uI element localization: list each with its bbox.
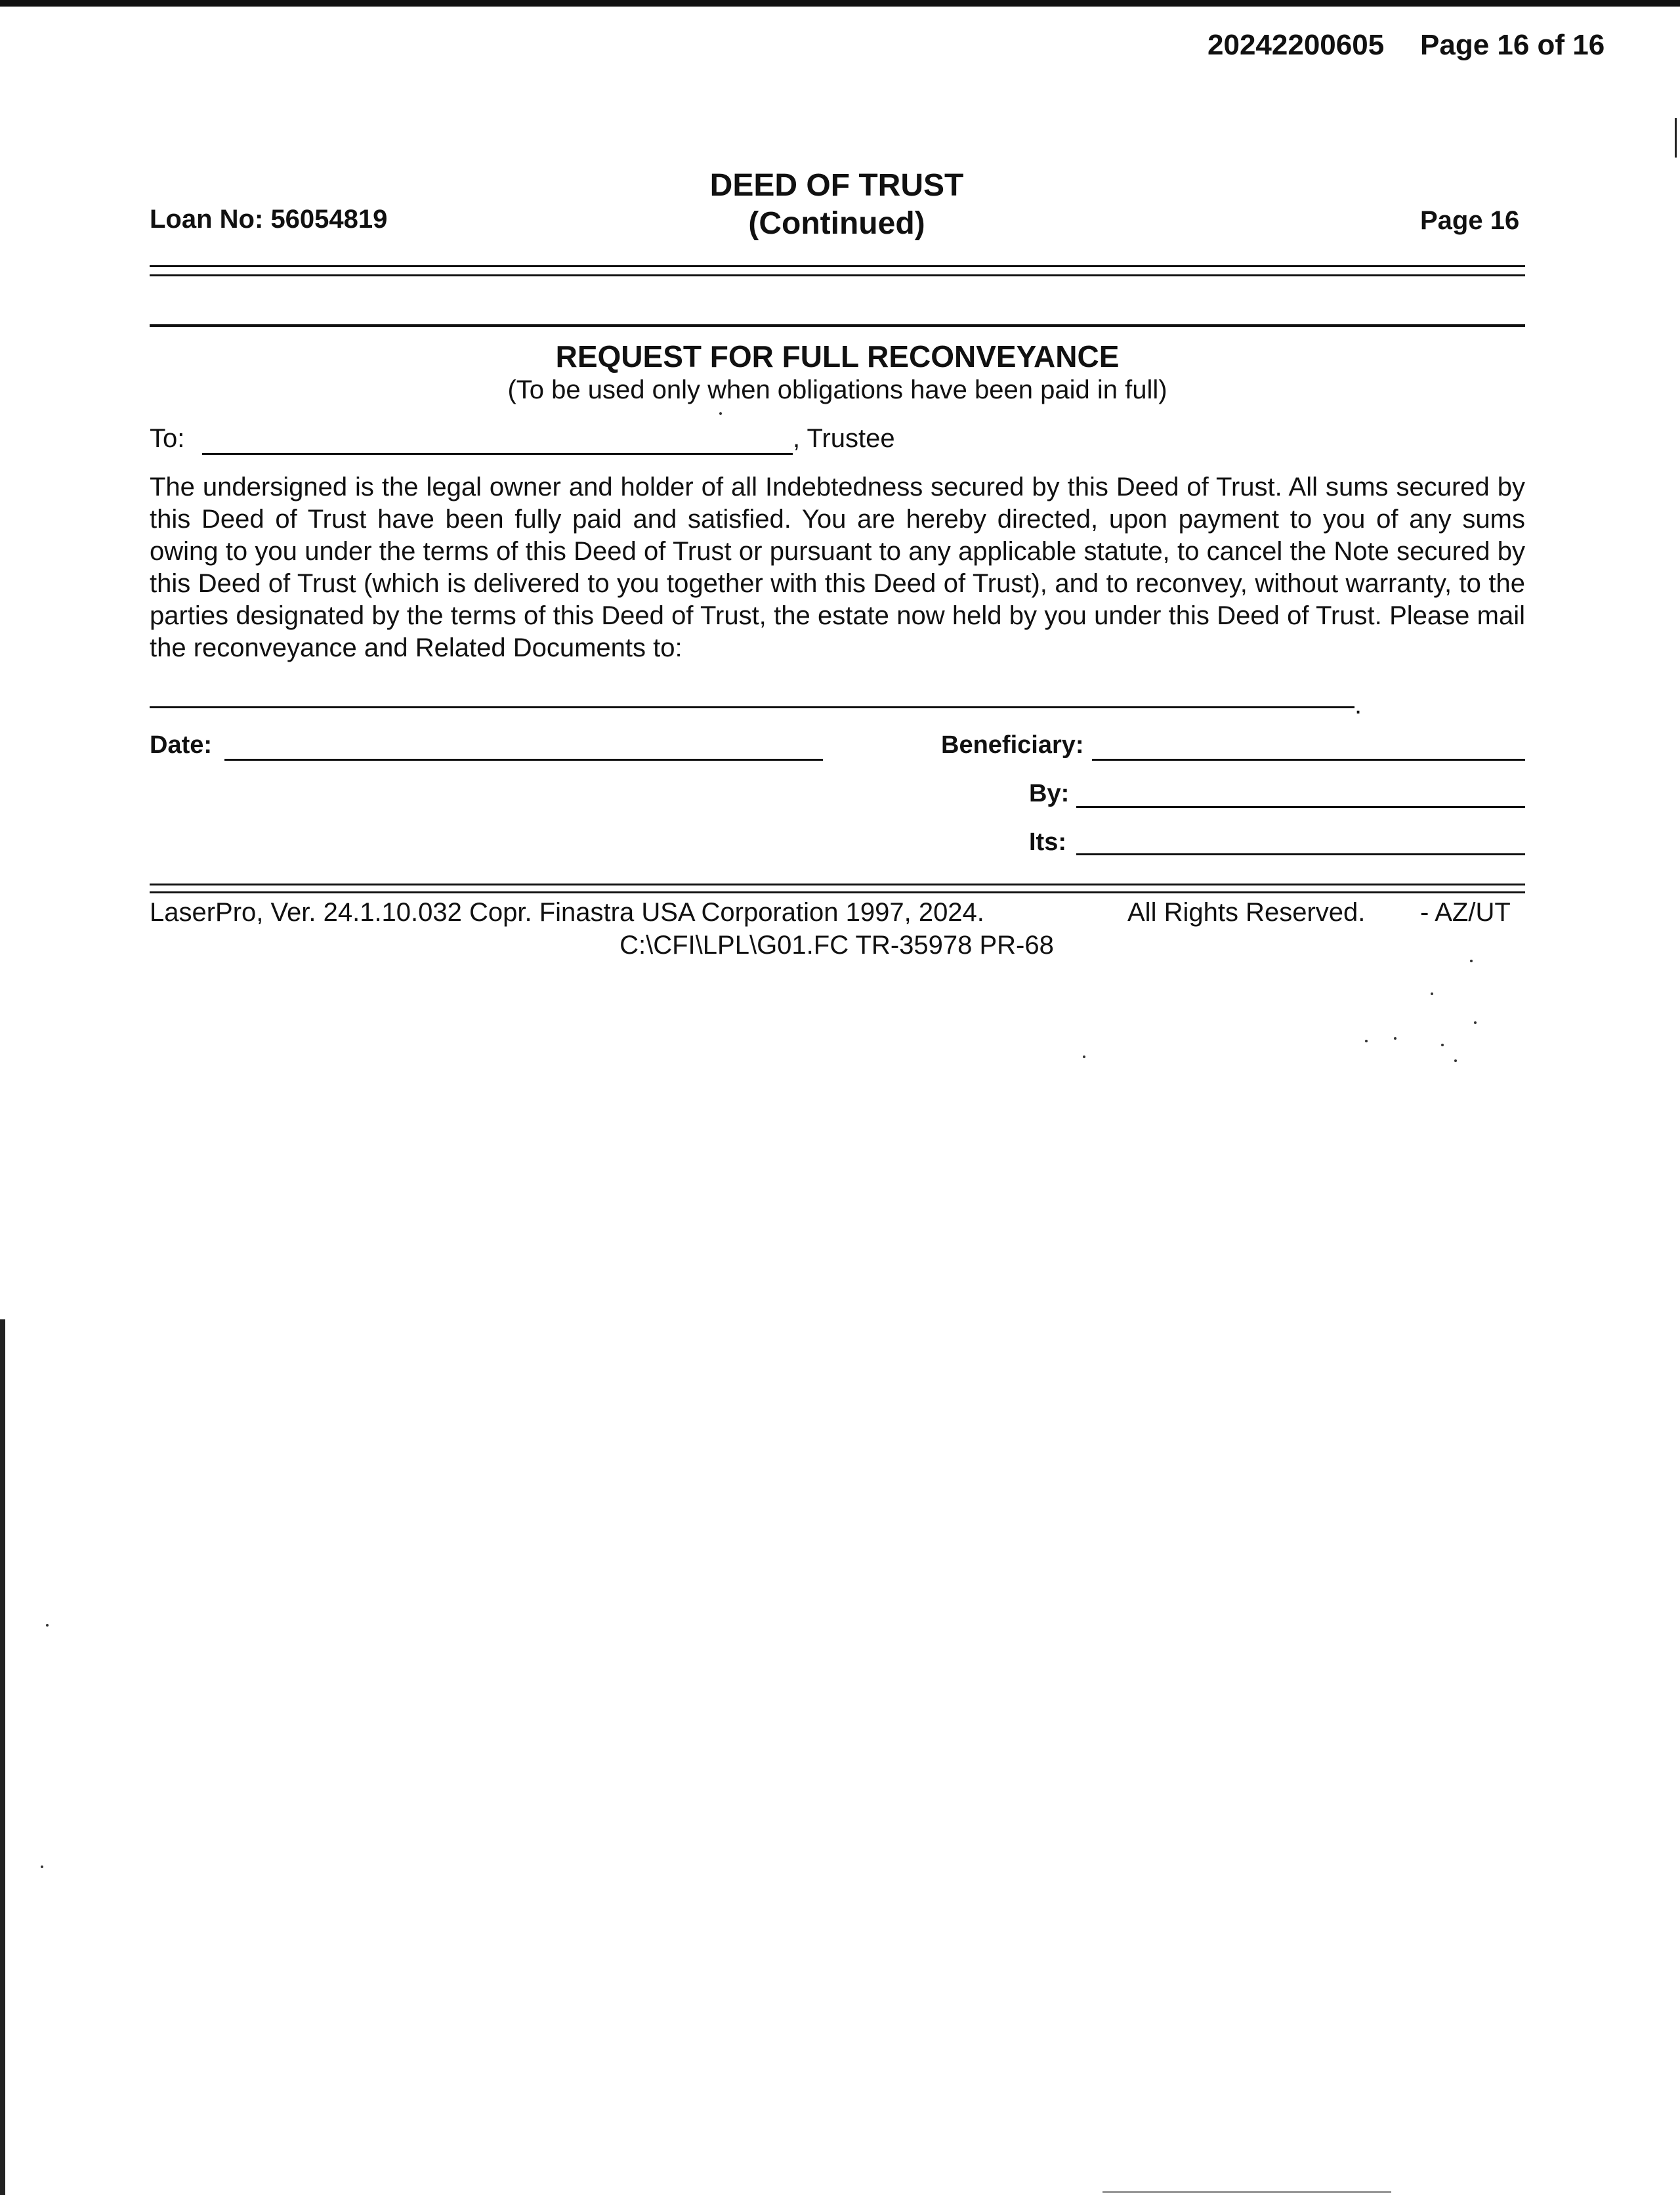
scan-speck: [1474, 1021, 1477, 1024]
scan-speck: [719, 412, 722, 415]
mailing-address-line[interactable]: [150, 706, 1354, 708]
scan-speck: [1394, 1037, 1396, 1040]
scan-speck: [1431, 992, 1433, 995]
scan-speck: [46, 1624, 49, 1627]
date-label: Date:: [150, 731, 213, 759]
header-rule-bottom: [150, 274, 1525, 276]
footer-rule-bottom: [150, 891, 1525, 893]
scan-right-edge: [1675, 118, 1677, 158]
footer-rights: All Rights Reserved.: [1127, 898, 1366, 927]
request-subtitle: (To be used only when obligations have been paid in full): [507, 375, 1167, 404]
date-line[interactable]: [224, 759, 823, 761]
its-line[interactable]: [1076, 853, 1525, 855]
by-label: By:: [1029, 780, 1070, 807]
scan-bottom-edge: [1102, 2191, 1391, 2193]
section-rule: [150, 324, 1525, 327]
scan-left-edge: [0, 1319, 5, 2195]
scan-speck: [1454, 1059, 1457, 1062]
trustee-name-line[interactable]: [202, 453, 793, 455]
beneficiary-line[interactable]: [1092, 759, 1525, 761]
page-number: Page 16: [1420, 206, 1520, 235]
footer-file-path: C:\CFI\LPL\G01.FC TR-35978 PR-68: [620, 931, 1054, 960]
footer-rule-top: [150, 884, 1525, 885]
title-line-1: DEED OF TRUST: [709, 168, 964, 203]
scan-speck: [1083, 1055, 1085, 1058]
by-line[interactable]: [1076, 806, 1525, 808]
loan-number: [150, 205, 387, 234]
footer-copyright: LaserPro, Ver. 24.1.10.032 Copr. Finastra USA Corporation 1997, 2024.: [150, 898, 984, 927]
footer-state: - AZ/UT: [1420, 898, 1511, 927]
request-body: [150, 471, 1525, 664]
to-label: To:: [150, 424, 185, 453]
request-title: REQUEST FOR FULL RECONVEYANCE: [555, 339, 1120, 373]
trustee-label: , Trustee: [793, 424, 895, 453]
scan-speck: [1441, 1044, 1444, 1046]
scan-speck: [41, 1865, 43, 1868]
header-rule-top: [150, 265, 1525, 267]
scan-speck: [1470, 960, 1473, 962]
title-line-2: (Continued): [748, 206, 925, 241]
its-label: Its:: [1029, 828, 1066, 856]
scan-top-edge: [0, 0, 1680, 7]
page-of-count: Page 16 of 16: [1420, 29, 1605, 61]
request-body-text: The undersigned is the legal owner and holder of all Indebtedness secured by this Deed of Trust. All sums secured by this Deed of Trust have been fully paid and satisfied. You are hereby directed, upon payment to you of any sums owing to you under the terms of this Deed of Trust or pursuant to any applicable statute, to cancel the Note secured by this Deed of Trust (which is delivered to you together with this Deed of Trust), and to reconvey, without warranty, to the parties designated by the terms of this Deed of Trust, the estate now held by you under this Deed of Trust. Please mail the reconveyance and Related Documents to:: [150, 473, 1525, 662]
recording-number: 20242200605: [1208, 29, 1385, 61]
mailing-line-period: .: [1354, 691, 1362, 719]
loan-value: 56054819: [270, 205, 388, 234]
beneficiary-label: Beneficiary:: [941, 731, 1084, 759]
scan-speck: [1365, 1040, 1368, 1042]
loan-label: Loan No:: [150, 205, 264, 234]
document-title: [591, 167, 1083, 243]
